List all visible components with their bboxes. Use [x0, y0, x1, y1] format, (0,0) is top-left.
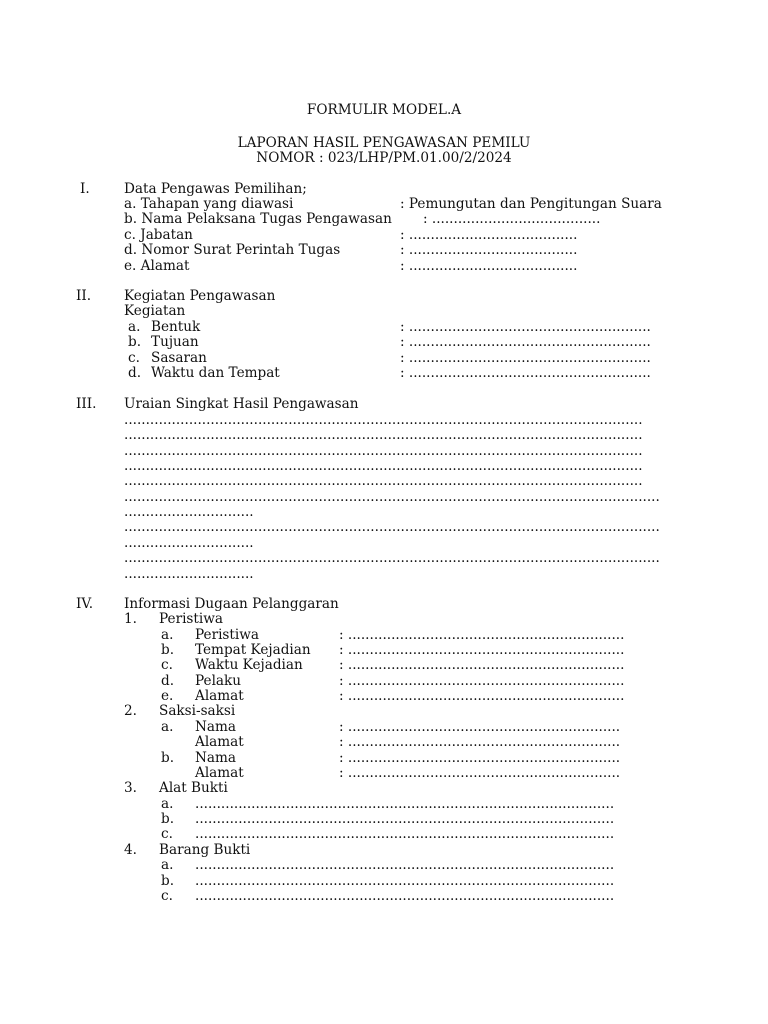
dotted-line: ..............................: [124, 504, 254, 520]
subsection-title: Peristiwa: [159, 611, 223, 627]
item-letter: d.: [128, 365, 142, 381]
item-letter: d.: [161, 673, 175, 689]
field-value: : ........................................................: [400, 319, 651, 335]
dotted-line: ............................................................................................................................: [124, 489, 660, 505]
field-label: Tujuan: [151, 334, 199, 350]
subsection-number: 1.: [124, 611, 137, 627]
dotted-line: .................................................................................................: [195, 873, 615, 889]
field-label: Waktu dan Tempat: [151, 365, 280, 381]
field-value: : ...............................................................: [339, 750, 621, 766]
field-label: Sasaran: [151, 350, 207, 366]
field-label: Peristiwa: [195, 627, 259, 643]
item-letter: a.: [128, 319, 141, 335]
item-letter: b.: [161, 811, 175, 827]
dotted-line: .................................................................................................: [195, 811, 615, 827]
dotted-line: .................................................................................................: [195, 857, 615, 873]
field-label: Pelaku: [195, 673, 242, 689]
section-2-numeral: II.: [76, 288, 92, 304]
dotted-line: ........................................................................................................................: [124, 458, 643, 474]
field-value: : .......................................: [400, 258, 578, 274]
field-value: : ................................................................: [339, 657, 625, 673]
item-letter: b.: [161, 750, 175, 766]
dotted-line: ............................................................................................................................: [124, 550, 660, 566]
field-value: : ................................................................: [339, 688, 625, 704]
dotted-line: ..............................: [124, 566, 254, 582]
dotted-line: ........................................................................................................................: [124, 427, 643, 443]
field-value: : Pemungutan dan Pengitungan Suara: [400, 196, 662, 212]
dotted-line: .................................................................................................: [195, 796, 615, 812]
item-letter: c.: [128, 350, 140, 366]
section-1-numeral: I.: [80, 181, 90, 197]
field-label: Nama: [195, 719, 236, 735]
dotted-line: ............................................................................................................................: [124, 519, 660, 535]
field-label: b. Nama Pelaksana Tugas Pengawasan: [124, 211, 392, 227]
field-label: Tempat Kejadian: [195, 642, 311, 658]
dotted-line: .................................................................................................: [195, 826, 615, 842]
subsection-title: Alat Bukti: [159, 780, 228, 796]
field-value: : ................................................................: [339, 673, 625, 689]
item-letter: b.: [161, 873, 175, 889]
dotted-line: ........................................................................................................................: [124, 412, 643, 428]
field-label: Bentuk: [151, 319, 201, 335]
dotted-line: ........................................................................................................................: [124, 473, 643, 489]
section-2-subtitle: Kegiatan: [124, 303, 186, 319]
item-letter: a.: [161, 796, 174, 812]
field-label: a. Tahapan yang diawasi: [124, 196, 294, 212]
field-label: Waktu Kejadian: [195, 657, 303, 673]
item-letter: b.: [161, 642, 175, 658]
section-3-title: Uraian Singkat Hasil Pengawasan: [124, 396, 359, 412]
field-value: : .......................................: [400, 227, 578, 243]
section-3-numeral: III.: [76, 396, 97, 412]
field-label: e. Alamat: [124, 258, 190, 274]
field-label: Alamat: [195, 734, 244, 750]
section-4-title: Informasi Dugaan Pelanggaran: [124, 596, 339, 612]
item-letter: b.: [128, 334, 142, 350]
item-letter: a.: [161, 719, 174, 735]
field-label: Alamat: [195, 688, 244, 704]
item-letter: c.: [161, 657, 173, 673]
field-value: : ........................................................: [400, 365, 651, 381]
field-value: : ................................................................: [339, 642, 625, 658]
section-4-numeral: IV.: [76, 596, 94, 612]
report-title: LAPORAN HASIL PENGAWASAN PEMILU: [237, 135, 531, 151]
subsection-number: 3.: [124, 780, 137, 796]
field-label: Alamat: [195, 765, 244, 781]
field-value: : ...............................................................: [339, 734, 621, 750]
subsection-title: Barang Bukti: [159, 842, 251, 858]
report-number: NOMOR : 023/LHP/PM.01.00/2/2024: [256, 150, 512, 166]
item-letter: c.: [161, 888, 173, 904]
field-label: Nama: [195, 750, 236, 766]
form-title: FORMULIR MODEL.A: [306, 102, 462, 118]
field-label: d. Nomor Surat Perintah Tugas: [124, 242, 341, 258]
dotted-line: ..............................: [124, 535, 254, 551]
field-value: : ................................................................: [339, 627, 625, 643]
item-letter: e.: [161, 688, 174, 704]
subsection-number: 4.: [124, 842, 137, 858]
field-value: : ...............................................................: [339, 719, 621, 735]
subsection-number: 2.: [124, 703, 137, 719]
item-letter: a.: [161, 627, 174, 643]
field-label: c. Jabatan: [124, 227, 193, 243]
field-value: : .......................................: [400, 242, 578, 258]
field-value: : ........................................................: [400, 334, 651, 350]
section-2-title: Kegiatan Pengawasan: [124, 288, 276, 304]
section-1-title: Data Pengawas Pemilihan;: [124, 181, 307, 197]
item-letter: a.: [161, 857, 174, 873]
subsection-title: Saksi-saksi: [159, 703, 236, 719]
dotted-line: .................................................................................................: [195, 888, 615, 904]
dotted-line: ........................................................................................................................: [124, 443, 643, 459]
field-value: : .......................................: [423, 211, 601, 227]
item-letter: c.: [161, 826, 173, 842]
field-value: : ........................................................: [400, 350, 651, 366]
field-value: : ...............................................................: [339, 765, 621, 781]
